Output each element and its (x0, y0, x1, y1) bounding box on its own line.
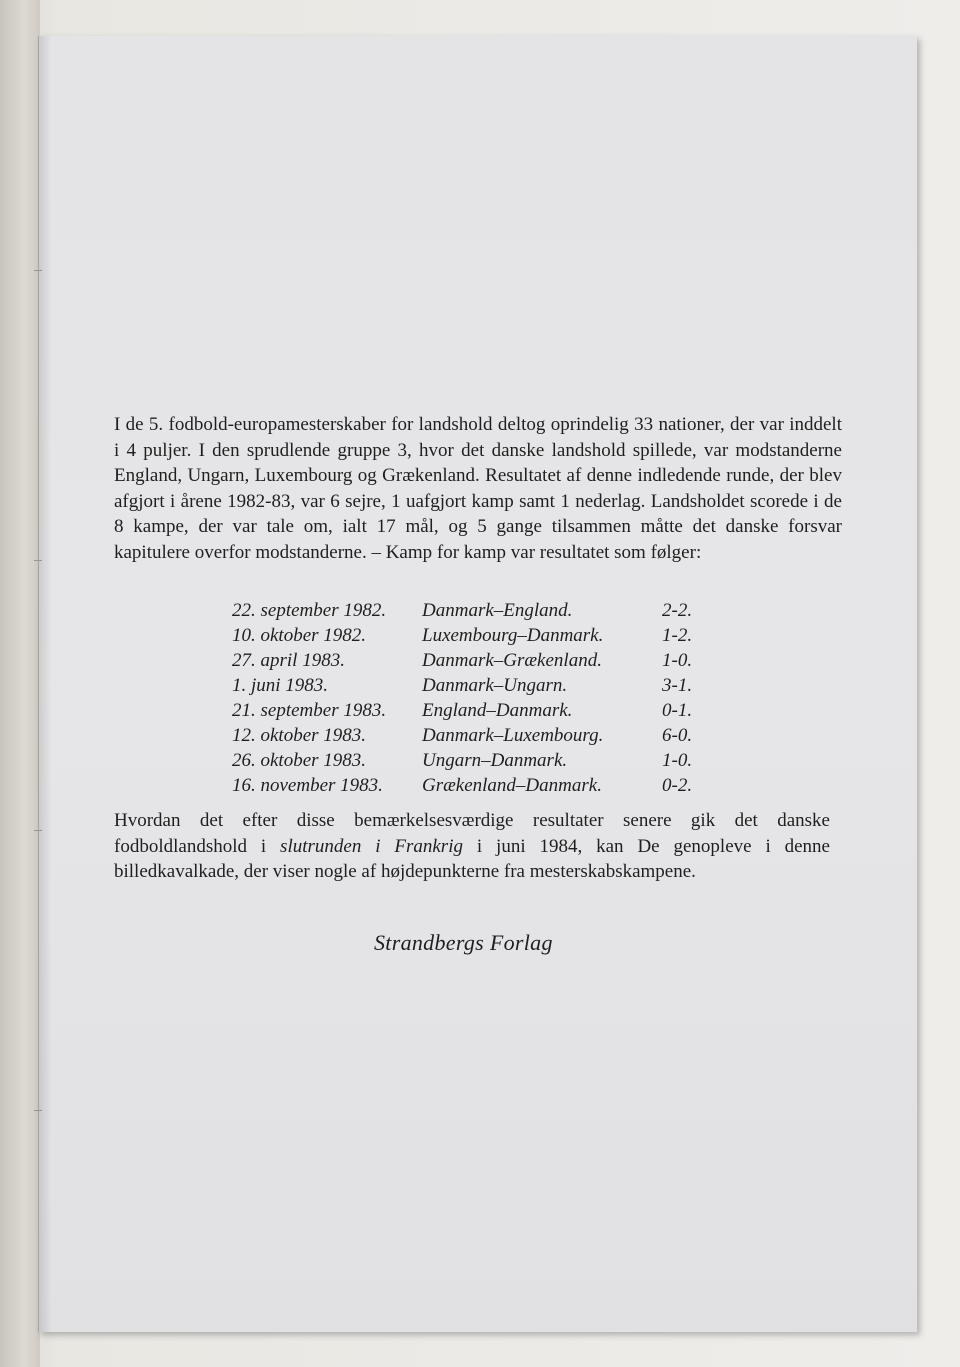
result-score: 3-1. (662, 675, 693, 696)
result-row (232, 773, 722, 798)
intro-paragraph: I de 5. fodbold-europamesterskaber for landshold deltog oprindelig 33 nationer, der var inddelt i 4 puljer. I den sprudlende gruppe 3, hvor det danske landshold spillede, var modstanderne England, Ungarn, Luxembourg og Grækenland. Resultatet af denne indledende runde, der blev afgjort i årene 1982-83, var 6 sejre, 1 uafgjort kamp samt 1 nederlag. Landsholdet scorede i de 8 kampe, der var tale om, ialt 17 mål, og 5 gange tilsammen måtte det danske forsvar kapitulere overfor modstanderne. – Kamp for kamp var resultatet som følger: (114, 414, 842, 563)
result-row (232, 648, 722, 673)
binding-stitch (34, 560, 42, 561)
publisher-signature: Strandbergs Forlag (374, 930, 553, 955)
result-row (232, 723, 722, 748)
result-date: 26. oktober 1983. (232, 750, 367, 771)
result-match: Danmark–Ungarn. (422, 675, 568, 696)
result-date: 12. oktober 1983. (232, 725, 367, 746)
result-date: 16. november 1983. (232, 775, 383, 796)
result-match: England–Danmark. (422, 700, 573, 721)
result-date: 21. september 1983. (232, 700, 387, 721)
spine-shadow (38, 36, 52, 1332)
result-match: Luxembourg–Danmark. (422, 625, 604, 646)
result-row (232, 623, 722, 648)
result-date: 1. juni 1983. (232, 675, 329, 696)
outro-paragraph (114, 808, 830, 885)
result-score: 6-0. (662, 725, 693, 746)
results-table (232, 598, 722, 798)
outro-text-start: Hvordan det efter disse bemærkelsesværdige resultater senere gik det danske fodboldlandshold i (114, 810, 830, 857)
result-score: 0-2. (662, 775, 693, 796)
previous-page-edge (0, 0, 40, 1367)
result-row (232, 698, 722, 723)
binding-stitch (34, 830, 42, 831)
result-match: Danmark–Luxembourg. (422, 725, 604, 746)
result-score: 0-1. (662, 700, 693, 721)
result-match: Grækenland–Danmark. (422, 775, 602, 796)
result-row (232, 748, 722, 773)
outro-text-end: i juni 1984, kan De genopleve i denne billedkavalkade, der viser nogle af højdepunkterne fra mesterskabskampene. (114, 835, 830, 882)
result-date: 22. september 1982. (232, 600, 387, 621)
result-row (232, 598, 722, 623)
binding-stitch (34, 270, 42, 271)
result-match: Danmark–England. (422, 600, 573, 621)
result-date: 10. oktober 1982. (232, 625, 367, 646)
result-match: Ungarn–Danmark. (422, 750, 568, 771)
result-score: 1-0. (662, 650, 693, 671)
outro-emphasis: slutrunden i Frankrig (280, 835, 463, 857)
result-row (232, 673, 722, 698)
result-score: 2-2. (662, 600, 693, 621)
binding-stitch (34, 1110, 42, 1111)
result-score: 1-2. (662, 625, 693, 646)
result-date: 27. april 1983. (232, 650, 345, 671)
result-score: 1-0. (662, 750, 693, 771)
result-match: Danmark–Grækenland. (422, 650, 602, 671)
